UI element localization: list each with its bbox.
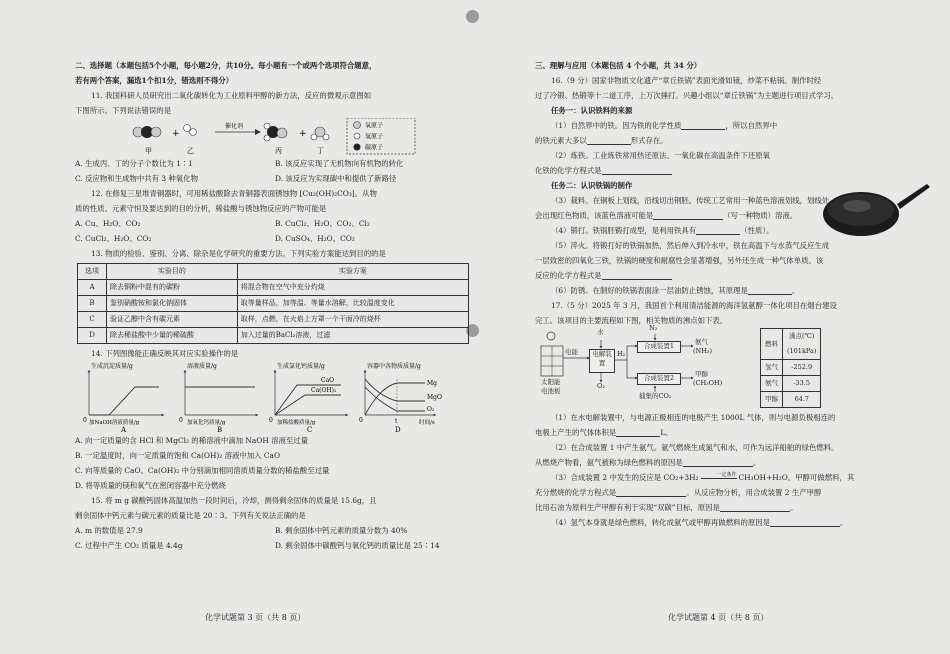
q17-p2c: 。 (752, 458, 761, 467)
graph-a-xlabel: 加NaOH溶液质量/g (89, 420, 140, 426)
flow-ammonia-formula: (NH₃) (693, 347, 713, 355)
bp-header-fuel: 燃料 (761, 329, 783, 360)
left-page-footer: 化学试题第 3 页（共 8 页） (205, 613, 306, 622)
q11-stem-cont: 下图所示。下列说法错误的是 (75, 106, 172, 115)
flow-n2: N₂ (649, 324, 658, 332)
graph-b-origin: 0 (179, 417, 183, 424)
q17-part3 (535, 470, 935, 485)
answer-blank[interactable] (602, 270, 672, 280)
frying-pan-image (821, 178, 931, 240)
flow-electricity: 电能 (565, 348, 578, 356)
q14-option-b[interactable]: B. 一定温度时，向一定质量的饱和 Ca(OH)₂ 溶液中加入 CaO (75, 451, 281, 460)
bp-header-bp-2: (101kPa) (787, 347, 817, 355)
table-row (761, 392, 821, 408)
molecule-bing (264, 123, 287, 141)
col-header-plan: 实验方案 (237, 264, 468, 280)
flow-o2: O₂ (597, 382, 605, 390)
graph-c-curve-caoh2 (275, 395, 341, 415)
answer-blank[interactable] (770, 517, 840, 527)
q17-part4 (535, 515, 935, 530)
table-row (761, 376, 821, 392)
q17-part3-cont (535, 485, 935, 500)
row-option: A (78, 280, 107, 296)
q15-options-ab (75, 523, 475, 538)
graph-d-title: 容器中各物质质量/g (367, 363, 421, 370)
q16-part5: （5）淬火。将锻打好的铁锅加热，然后伸入到冷水中，铁在高温下与水蒸气反应生成 (551, 241, 830, 250)
bp-header-bp-1: 沸点(℃) (789, 332, 815, 340)
synthesis-box-2: 合成装置2 (637, 373, 681, 385)
graph-b-letter: B (217, 426, 223, 433)
right-page (535, 58, 935, 530)
bp-header-bp (783, 329, 821, 360)
condition-over-arrow: 一定条件 (701, 472, 737, 479)
q16-part5-cont2 (535, 268, 935, 283)
q11-stem: 11. 我国科研人员研究出二氧化碳转化为工业原料甲醇的新方法，反应的微观示意图如 (91, 91, 372, 100)
flow-methanol-formula: (CH₃OH) (693, 379, 723, 387)
graph-d-letter: D (395, 426, 401, 433)
q14-stem: 14. 下列图像能正确反映其对应实验操作的是 (91, 349, 239, 358)
q17-p4b: 。 (840, 518, 848, 527)
q16-part5-cont: 一层致密的四氧化三铁，铁锅的硬度和耐腐性会显著增强，另外还生成一种气体单质。该 (535, 256, 824, 265)
answer-blank[interactable] (748, 285, 792, 295)
flow-water: 水 (597, 328, 604, 336)
left-page (75, 58, 475, 553)
answer-blank[interactable] (616, 487, 686, 497)
q17-p3d: 。从反应物分析，用合成装置 2 生产甲醇 (686, 488, 822, 497)
synthesis-box-1: 合成装置1 (637, 341, 681, 353)
q15-option-d[interactable]: D. 剩余固体中碳酸钙与氧化钙的质量比是 25∶14 (275, 541, 440, 550)
plus-sign: + (299, 129, 307, 139)
graph-a-title: 生成沉淀质量/g (91, 363, 133, 370)
graph-a (83, 362, 163, 433)
answer-blank[interactable] (681, 120, 725, 130)
q17-p3c: 充分燃烧的化学方程式是 (535, 488, 617, 497)
plus-sign: + (172, 129, 180, 139)
electrolyzer-box (589, 349, 615, 373)
q16-p1b: ，所以自然界中 (725, 121, 778, 130)
q17-p2b: 从燃烧产物看，氨气被称为绿色燃料的原因是 (535, 458, 683, 467)
bp-fuel: 氢气 (761, 360, 783, 376)
reaction-diagram (75, 118, 475, 156)
q16-part3: （3）裁料。在铜板上划线，沿线切出钢胚。传统工艺常用一种蓝色溶液划线，划线处 (551, 196, 830, 205)
section2-title-cont: 若有两个答案，漏选1个扣1分，错选则不得分） (75, 76, 234, 85)
q17-p1c: L。 (660, 428, 673, 437)
answer-blank[interactable] (720, 502, 790, 512)
graph-a-letter: A (121, 426, 127, 433)
graph-c-label-caoh2: Ca(OH)₂ (311, 387, 337, 394)
graph-c-origin: 0 (269, 417, 273, 424)
bp-fuel: 甲醇 (761, 392, 783, 408)
q17-part2-cont (535, 455, 935, 470)
q15-stem-cont: 剩余固体中钙元素与碳元素的质量比是 20∶3。下列有关说法正确的是 (75, 511, 306, 520)
graph-d-xlabel: 时间/s (419, 420, 435, 426)
q12-option-b[interactable]: B. CuCl₂、H₂O、CO₂、Cl₂ (275, 219, 370, 228)
q11-options-cd (75, 171, 475, 186)
q17-stem: 17.（5 分）2025 年 3 月，我国首个利用清洁能源的海洋氢氨醇一体化项目在烟台建设 (551, 301, 837, 310)
q13-table (77, 263, 469, 344)
flow-captured-co2: 捕集的CO₂ (639, 392, 672, 400)
flow-h2: H₂ (617, 350, 626, 358)
q16-part1 (535, 118, 935, 133)
q11-option-b[interactable]: B. 该反应实现了无机物向有机物的转化 (275, 159, 404, 168)
q12-stem: 12. 在修复三星堆青铜器时，可用稀盐酸除去青铜器表面锈蚀物 [Cu₂(OH)₂CO₃]。从物 (91, 189, 377, 198)
catalyst-label: 催化剂 (225, 123, 244, 130)
answer-blank[interactable] (602, 165, 672, 175)
q17-p3b: CH₃OH+H₂O。甲醇可做燃料，其 (738, 473, 855, 482)
graph-c (269, 362, 347, 433)
graph-d-curve-mg (365, 379, 425, 401)
q14-option-c[interactable]: C. 向等质量的 CaO、Ca(OH)₂ 中分别滴加相同溶质质量分数的稀盐酸至过量 (75, 466, 330, 475)
graph-b (179, 362, 257, 433)
table-row (761, 360, 821, 376)
q17-part1-cont (535, 425, 935, 440)
q11-option-a[interactable]: A. 生成丙、丁的分子个数比为 1∶1 (75, 159, 193, 168)
legend-oxygen: 氧原子 (365, 122, 384, 130)
sun-icon (547, 332, 555, 340)
graph-a-curve (89, 387, 159, 415)
bp-value: -252.9 (783, 360, 821, 376)
q17-p4a: （4）氢气本身就是绿色燃料，转化成氨气或甲醇再做燃料的原因是 (551, 518, 771, 527)
graph-d-label-o2: O₂ (427, 406, 435, 413)
row-option: C (78, 312, 107, 328)
bp-value: 64.7 (783, 392, 821, 408)
table-header-row (78, 264, 469, 280)
q17-stem-cont: 完工。该项目的主要流程如下图，相关物质的沸点如下表。 (535, 316, 728, 325)
section2-title: 二、选择题（本题包括5个小题，每小题2分，共10分。每小题有一个或两个选项符合题意， (75, 61, 377, 70)
table-row (78, 296, 469, 312)
q14-option-a[interactable]: A. 向一定质量的含 HCl 和 MgCl₂ 的稀溶液中滴加 NaOH 溶液至过量 (75, 436, 309, 445)
q17-p3e: 比用石油为原料生产甲醇有利于实现“双碳”目标，原因是 (535, 503, 720, 512)
q16-stem: 16.（9 分）国家非物质文化遗产“章丘铁锅”表面光滑如镜，炒菜不粘锅。制作时经 (551, 76, 822, 85)
col-header-option: 选项 (78, 264, 107, 280)
flow-electrolyzer: 电解装置 (592, 350, 612, 367)
mol-label-yi: 乙 (187, 147, 194, 155)
molecule-ding (311, 127, 329, 140)
row-option: D (78, 328, 107, 344)
bp-value: -33.5 (783, 376, 821, 392)
q17-part2: （2）在合成装置 1 中产生氨气。氨气燃烧生成氮气和水，可作为远洋船舶的绿色燃料。 (551, 443, 839, 452)
graph-c-title: 生成氯化钙质量/g (277, 363, 325, 370)
q14-graph-svg (75, 361, 475, 433)
q16-part6 (535, 283, 935, 298)
row-purpose: 验证乙醇中含有碳元素 (107, 312, 238, 328)
q12-stem-cont: 质的性质、元素守恒及要达到的目的分析，稀盐酸与锈蚀物反应的产物可能是 (75, 204, 327, 213)
bp-header-row (761, 329, 821, 360)
q11-molecule-diagram (75, 118, 475, 156)
graph-b-xlabel: 加氧化钙质量/g (187, 420, 226, 426)
q16-p6b: 。 (791, 286, 800, 295)
row-plan: 将混合物在空气中充分灼烧 (237, 280, 468, 296)
q16-p3c: （写一种物质）溶液。 (723, 211, 798, 220)
q16-p3b: 会出现红色物质，该蓝色溶液可能是 (535, 211, 654, 220)
q13-stem: 13. 物质的检验、鉴别、分离、除杂是化学研究的重要方法。下列实验方案能达到目的的是 (91, 249, 386, 258)
q11-option-c[interactable]: C. 反应物和生成物中共有 3 种氧化物 (75, 174, 198, 183)
bp-fuel: 氨气 (761, 376, 783, 392)
q12-options-cd (75, 231, 475, 246)
graph-c-label-cao: CaO (321, 377, 335, 384)
q15-option-a[interactable]: A. m 的数值是 27.9 (75, 526, 143, 535)
q11-option-d[interactable]: D. 该反应为实现碳中和提供了新路径 (275, 174, 397, 183)
graph-d (359, 362, 442, 433)
q16-p2b: 化铁的化学方程式是 (535, 166, 602, 175)
graph-d-t: t (395, 418, 398, 425)
graph-c-letter: C (307, 426, 313, 433)
answer-blank[interactable] (653, 210, 723, 220)
molecule-yi (184, 125, 197, 136)
carbon-atom-icon (354, 144, 361, 151)
col-header-purpose: 实验目的 (107, 264, 238, 280)
row-purpose: 除去稀盐酸中少量的稀硫酸 (107, 328, 238, 344)
q12-option-d[interactable]: D. CuSO₄、H₂O、CO₂ (275, 234, 355, 243)
q16-task2: 任务二：认识铁锅的制作 (551, 181, 633, 190)
oxygen-atom-icon (354, 122, 361, 129)
q16-p4b: （性质）。 (740, 226, 774, 235)
answer-blank[interactable] (696, 225, 740, 235)
graph-d-label-mg: Mg (427, 380, 437, 387)
flow-ammonia: 氨气 (695, 338, 708, 346)
legend-hydrogen: 氢原子 (365, 133, 384, 141)
graph-d-origin: 0 (359, 417, 363, 424)
q12-option-a[interactable]: A. Cu、H₂O、CO₂ (75, 219, 141, 228)
q17-p3a: （3）合成装置 2 中发生的反应是 CO₂+3H₂ (551, 473, 699, 482)
q12-option-c[interactable]: C. CuCl₂、H₂O、CO₂ (75, 234, 152, 243)
boiling-point-table (760, 328, 821, 408)
q11-options-ab (75, 156, 475, 171)
q15-stem: 15. 将 m g 碳酸钙固体高温加热一段时间后，冷却，测得剩余固体的质量是 15.6g，且 (91, 496, 377, 505)
answer-blank[interactable] (587, 135, 631, 145)
table-row (78, 312, 469, 328)
q17-p1b: 电极上产生的气体体积是 (535, 428, 617, 437)
row-purpose: 鉴别硝酸铵和氯化钠固体 (107, 296, 238, 312)
q17-part3-cont2 (535, 500, 935, 515)
q16-task1: 任务一：认识铁料的来源 (551, 106, 633, 115)
arrow-head-icon (255, 129, 261, 135)
row-plan: 加入过量的BaCl₂溶液，过滤 (237, 328, 468, 344)
mol-label-bing: 丙 (275, 147, 282, 155)
graph-d-label-mgo: MgO (427, 394, 442, 401)
q16-p4a: （4）锻打。铁锅胚锻打成型，是利用铁具有 (551, 226, 697, 235)
answer-blank[interactable] (683, 457, 753, 467)
q12-options-ab (75, 216, 475, 231)
hydrogen-atom-icon (354, 133, 360, 139)
q16-stem-cont: 过了冷锻、热锻等十二道工序，上万次捶打。兴趣小组以“章丘铁锅”为主题进行项目式学习。 (535, 91, 839, 100)
row-option: B (78, 296, 107, 312)
flow-solar-2: 电池板 (541, 387, 561, 395)
q16-part2: （2）炼铁。工业炼铁常用热还原法。一氧化碳在高温条件下还原氧 (551, 151, 771, 160)
right-page-footer: 化学试题第 4 页（共 8 页） (668, 613, 769, 622)
molecule-jia (133, 126, 161, 138)
row-purpose: 除去铜粉中混有的碳粉 (107, 280, 238, 296)
q16-p1c: 的铁元素大多以 (535, 136, 587, 145)
graph-a-origin: 0 (83, 417, 87, 424)
flow-solar-1: 太阳能 (541, 378, 561, 386)
section3-title: 三、理解与应用（本题包括 4 个小题，共 34 分） (535, 61, 702, 70)
q17-flow-diagram (535, 324, 935, 410)
q15-option-b[interactable]: B. 剩余固体中钙元素的质量分数为 40% (275, 526, 408, 535)
mol-label-ding: 丁 (317, 147, 324, 155)
q14-option-d[interactable]: D. 将等质量的镁和氧气在密闭容器中充分燃烧 (75, 481, 226, 490)
q15-options-cd (75, 538, 475, 553)
q16-p1d: 形式存在。 (630, 136, 668, 145)
q16-part2-cont (535, 163, 935, 178)
graph-c-xlabel: 加稀盐酸质量/g (277, 420, 316, 426)
legend-carbon: 碳原子 (365, 144, 384, 152)
table-row (78, 328, 469, 344)
answer-blank[interactable] (616, 427, 660, 437)
table-row (78, 280, 469, 296)
solar-panel-icon (541, 346, 563, 376)
flow-methanol: 甲醇 (695, 370, 708, 378)
q16-part1-cont (535, 133, 935, 148)
mol-label-jia: 甲 (145, 147, 152, 155)
binder-hole (466, 10, 479, 23)
row-plan: 取样，点燃，在火焰上方罩一个干面冷的烧杯 (237, 312, 468, 328)
q16-p5c: 反应的化学方程式是 (535, 271, 602, 280)
graph-d-curve-o2 (365, 387, 425, 411)
q16-p1a: （1）自然界中的铁。因为铁的化学性质 (551, 121, 682, 130)
q15-option-c[interactable]: C. 过程中产生 CO₂ 质量是 4.4g (75, 541, 183, 550)
q16-p6a: （6）防锈。在制好的铁锅表面涂一层油防止锈蚀，其原理是 (551, 286, 748, 295)
q17-part1: （1）在水电解装置中，与电源正极相连的电极产生 1000L 气体，则与电源负极相连的 (551, 413, 836, 422)
q14-graphs (75, 361, 475, 433)
q17-p3f: 。 (789, 503, 798, 512)
row-plan: 取等量样品，加等温、等量水溶解，比较温度变化 (237, 296, 468, 312)
graph-b-title: 溶液质量/g (187, 363, 217, 370)
